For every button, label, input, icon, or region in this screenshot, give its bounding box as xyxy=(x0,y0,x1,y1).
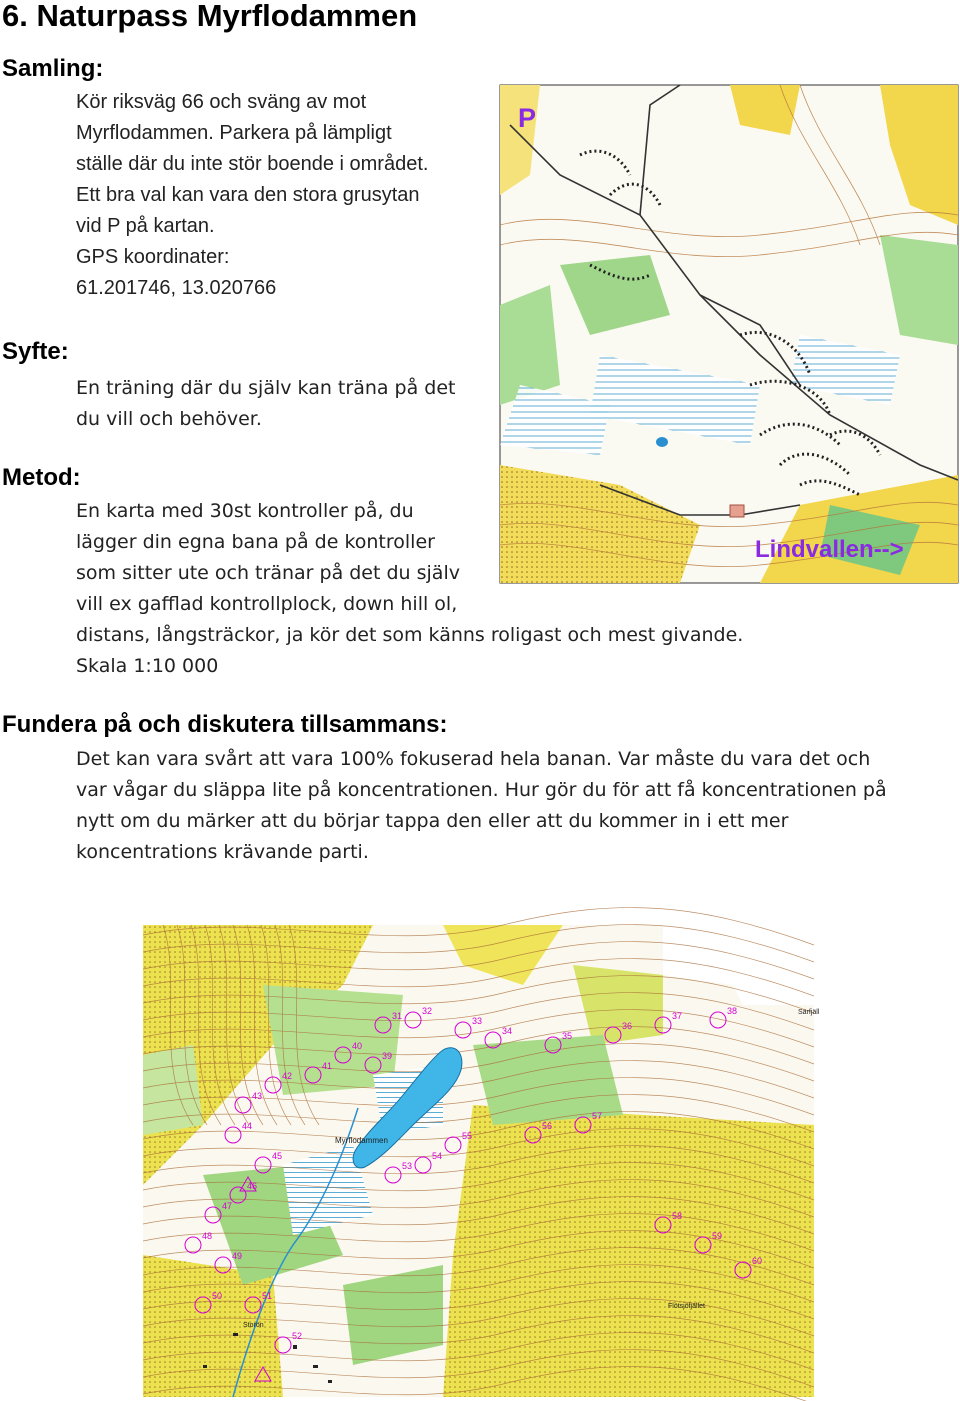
metod-line: distans, långsträckor, ja kör det som känns roligast och mest givande. xyxy=(76,624,744,646)
control-number: 51 xyxy=(262,1291,273,1301)
samling-line: Kör riksväg 66 och sväng av mot xyxy=(76,91,367,113)
control-number: 33 xyxy=(472,1016,483,1026)
control-number: 37 xyxy=(672,1011,683,1021)
control-number: 38 xyxy=(727,1006,738,1016)
metod-line: En karta med 30st kontroller på, du xyxy=(76,500,414,522)
orienteering-map xyxy=(143,925,820,1397)
page-title: 6. Naturpass Myrflodammen xyxy=(2,0,418,33)
samling-line: Myrflodammen. Parkera på lämpligt xyxy=(76,122,392,144)
syfte-line: du vill och behöver. xyxy=(76,408,262,430)
control-number: 60 xyxy=(752,1256,763,1266)
samling-line: ställe där du inte stör boende i området. xyxy=(76,153,429,175)
control-number: 46 xyxy=(247,1181,258,1191)
samling-text xyxy=(76,87,428,304)
place-label: Flötsjöfjället xyxy=(668,1303,705,1310)
fundera-line: var vågar du släppa lite på koncentrationen. Hur gör du för att få koncentrationen på xyxy=(76,779,887,801)
control-number: 58 xyxy=(672,1211,683,1221)
fundera-line: Det kan vara svårt att vara 100% fokuserad hela banan. Var måste du vara det och xyxy=(76,748,871,770)
fundera-text xyxy=(76,744,887,868)
control-number: 59 xyxy=(712,1231,723,1241)
samling-line: Ett bra val kan vara den stora grusytan xyxy=(76,184,420,206)
fundera-line: nytt om du märker att du börjar tappa den eller att du kommer in i ett mer xyxy=(76,810,789,832)
syfte-text xyxy=(76,373,456,435)
syfte-line: En träning där du själv kan träna på det xyxy=(76,377,456,399)
metod-line: lägger din egna bana på de kontroller xyxy=(76,531,435,553)
control-number: 56 xyxy=(542,1121,553,1131)
lake-label: Myrflodammen xyxy=(335,1136,388,1145)
syfte-heading: Syfte: xyxy=(2,338,69,365)
metod-line: vill ex gafflad kontrollplock, down hill ol, xyxy=(76,593,458,615)
control-number: 40 xyxy=(352,1041,363,1051)
samling-line: 61.201746, 13.020766 xyxy=(76,277,277,299)
control-number: 50 xyxy=(212,1291,223,1301)
fundera-line: koncentrations krävande parti. xyxy=(76,841,369,863)
place-label: Storön xyxy=(243,1322,264,1329)
control-number: 49 xyxy=(232,1251,243,1261)
control-number: 34 xyxy=(502,1026,513,1036)
control-number: 31 xyxy=(392,1011,403,1021)
control-number: 57 xyxy=(592,1111,603,1121)
metod-line: Skala 1:10 000 xyxy=(76,655,219,677)
direction-label: Lindvallen--> xyxy=(755,536,904,563)
control-number: 35 xyxy=(562,1031,573,1041)
control-number: 47 xyxy=(222,1201,233,1211)
metod-line: som sitter ute och tränar på det du själv xyxy=(76,562,460,584)
samling-line: GPS koordinater: xyxy=(76,246,230,268)
samling-heading: Samling: xyxy=(2,55,104,82)
control-number: 41 xyxy=(322,1061,333,1071)
control-number: 45 xyxy=(272,1151,283,1161)
parking-label: P xyxy=(518,103,537,133)
overview-map xyxy=(500,85,958,583)
samling-line: vid P på kartan. xyxy=(76,215,215,237)
control-number: 55 xyxy=(462,1131,473,1141)
control-number: 48 xyxy=(202,1231,213,1241)
control-number: 42 xyxy=(282,1071,293,1081)
control-number: 39 xyxy=(382,1051,393,1061)
control-number: 43 xyxy=(252,1091,263,1101)
control-number: 53 xyxy=(402,1161,413,1171)
place-label: Särfjäll xyxy=(798,1009,820,1016)
metod-heading: Metod: xyxy=(2,464,81,491)
control-number: 32 xyxy=(422,1006,433,1016)
fundera-heading: Fundera på och diskutera tillsammans: xyxy=(2,711,448,738)
control-number: 44 xyxy=(242,1121,253,1131)
control-number: 36 xyxy=(622,1021,633,1031)
control-number: 52 xyxy=(292,1331,303,1341)
control-number: 54 xyxy=(432,1151,443,1161)
